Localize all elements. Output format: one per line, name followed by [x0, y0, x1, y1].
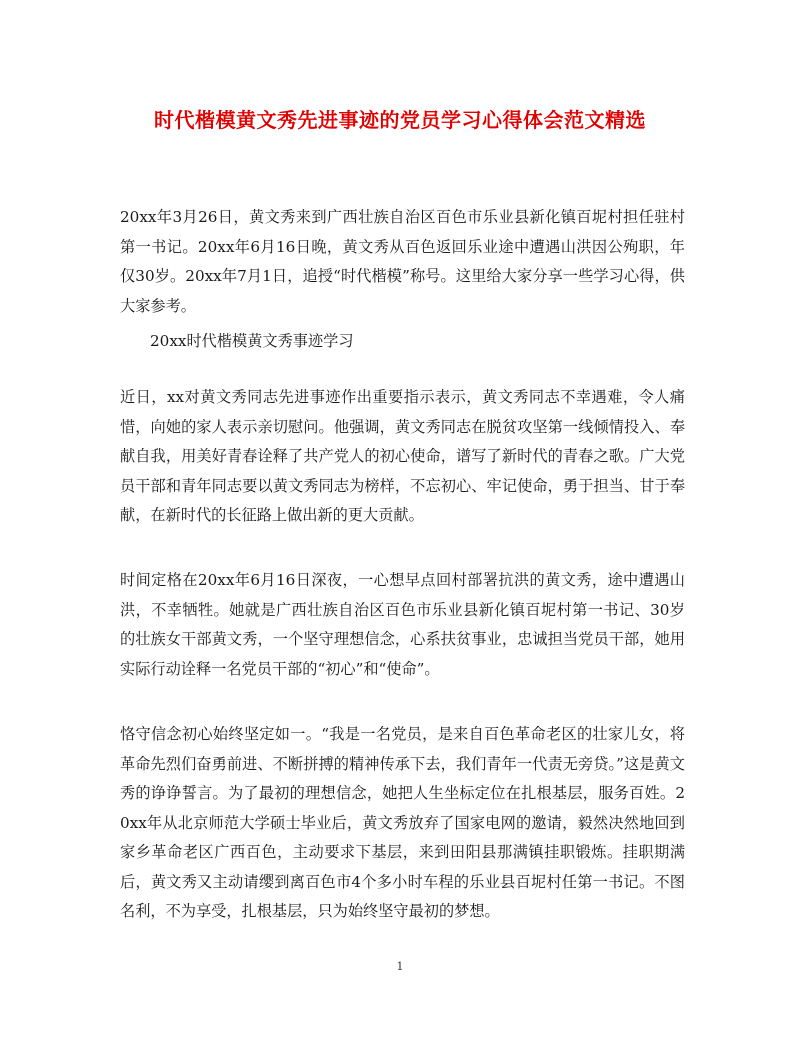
body-paragraph-belief: 恪守信念初心始终坚定如一。“我是一名党员，是来自百色革命老区的壮家儿女，将革命先烈们奋勇前进、不断拼搏的精神传承下去，我们青年一代责无旁贷。”这是黄文秀的诤诤誓言。为了最初的理想信念，她把人生坐标定位在扎根基层，服务百姓。20xx年从北京师范大学硕士毕业后，黄文秀放弃了国家电网的邀请，毅然决然地回到家乡革命老区广西百色，主动要求下基层，来到田阳县那满镇挂职锻炼。挂职期满后，黄文秀又主动请缨到离百色市4个多小时车程的乐业县百坭村任第一书记。不图名利，不为享受，扎根基层，只为始终坚守最初的梦想。 [120, 725, 685, 920]
body-paragraph-instructions: 近日，xx对黄文秀同志先进事迹作出重要指示表示，黄文秀同志不幸遇难，令人痛惜，向她的家人表示亲切慰问。他强调，黄文秀同志在脱贫攻坚第一线倾情投入、奉献自我，用美好青春诠释了共产党人的初心使命，谱写了新时代的青春之歌。广大党员干部和青年同志要以黄文秀同志为榜样，不忘初心、牢记使命，勇于担当、甘于奉献，在新时代的长征路上做出新的更大贡献。 [120, 388, 685, 524]
section-subheading: 20xx时代楷模黄文秀事迹学习 [150, 332, 354, 350]
intro-paragraph: 20xx年3月26日，黄文秀来到广西壮族自治区百色市乐业县新化镇百坭村担任驻村第一书记。20xx年6月16日晚，黄文秀从百色返回乐业途中遭遇山洪因公殉职，年仅30岁。20xx年7月1日，追授“时代楷模”称号。这里给大家分享一些学习心得，供大家参考。 [120, 208, 685, 315]
page-number: 1 [396, 960, 404, 973]
document-title: 时代楷模黄文秀先进事迹的党员学习心得体会范文精选 [154, 108, 646, 132]
body-paragraph-sacrifice: 时间定格在20xx年6月16日深夜，一心想早点回村部署抗洪的黄文秀，途中遭遇山洪，不幸牺牲。她就是广西壮族自治区百色市乐业县新化镇百坭村第一书记、30岁的壮族女干部黄文秀，一个坚守理想信念，心系扶贫事业，忠诚担当党员干部，她用实际行动诠释一名党员干部的“初心”和“使命”。 [120, 571, 685, 678]
